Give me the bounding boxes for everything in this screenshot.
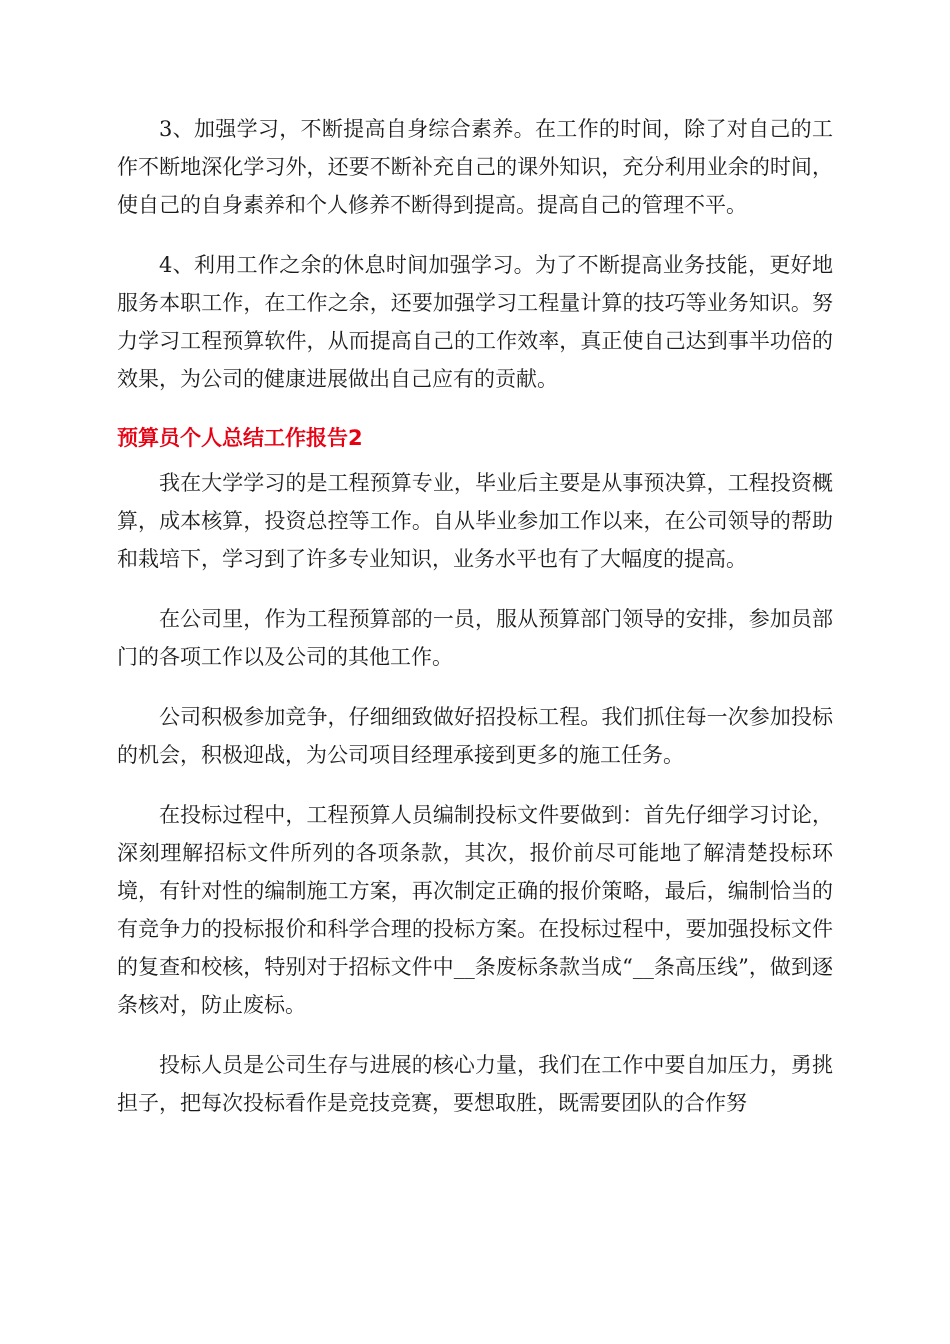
document-page: [117, 110, 833, 1144]
paragraph-competition: 公司积极参加竞争，仔细细致做好招投标工程。我们抓住每一次参加投标的机会，积极迎战，为公司项目经理承接到更多的施工任务。: [117, 705, 833, 767]
paragraph-role: 在公司里，作为工程预算部的一员，服从预算部门领导的安排，参加员部门的各项工作以及公司的其他工作。: [117, 607, 833, 669]
section-heading: 预算员个人总结工作报告2: [117, 426, 363, 450]
paragraph-item-4: 4、利用工作之余的休息时间加强学习。为了不断提高业务技能，更好地服务本职工作，在工作之余，还要加强学习工程量计算的技巧等业务知识。努力学习工程预算软件，从而提高自己的工作效率，真正使自己达到事半功倍的效果，为公司的健康进展做出自己应有的贡献。: [117, 253, 833, 391]
paragraph-bidding-process: 在投标过程中，工程预算人员编制投标文件要做到：首先仔细学习讨论，深刻理解招标文件所列的各项条款，其次，报价前尽可能地了解清楚投标环境，有针对性的编制施工方案，再次制定正确的报价策略，最后，编制恰当的有竞争力的投标报价和科学合理的投标方案。在投标过程中，要加强投标文件的复查和校核，特别对于招标文件中__条废标条款当成“__条高压线”，做到逐条核对，防止废标。: [117, 803, 833, 1017]
paragraph-bidding-staff: 投标人员是公司生存与进展的核心力量，我们在工作中要自加压力，勇挑担子，把每次投标看作是竞技竞赛，要想取胜，既需要团队的合作努: [117, 1053, 833, 1115]
paragraph-education: 我在大学学习的是工程预算专业，毕业后主要是从事预决算，工程投资概算，成本核算，投资总控等工作。自从毕业参加工作以来，在公司领导的帮助和栽培下，学习到了许多专业知识，业务水平也有了大幅度的提高。: [117, 471, 833, 571]
paragraph-item-3: 3、加强学习，不断提高自身综合素养。在工作的时间，除了对自己的工作不断地深化学习外，还要不断补充自己的课外知识，充分利用业余的时间，使自己的自身素养和个人修养不断得到提高。提高自己的管理不平。: [117, 117, 833, 217]
